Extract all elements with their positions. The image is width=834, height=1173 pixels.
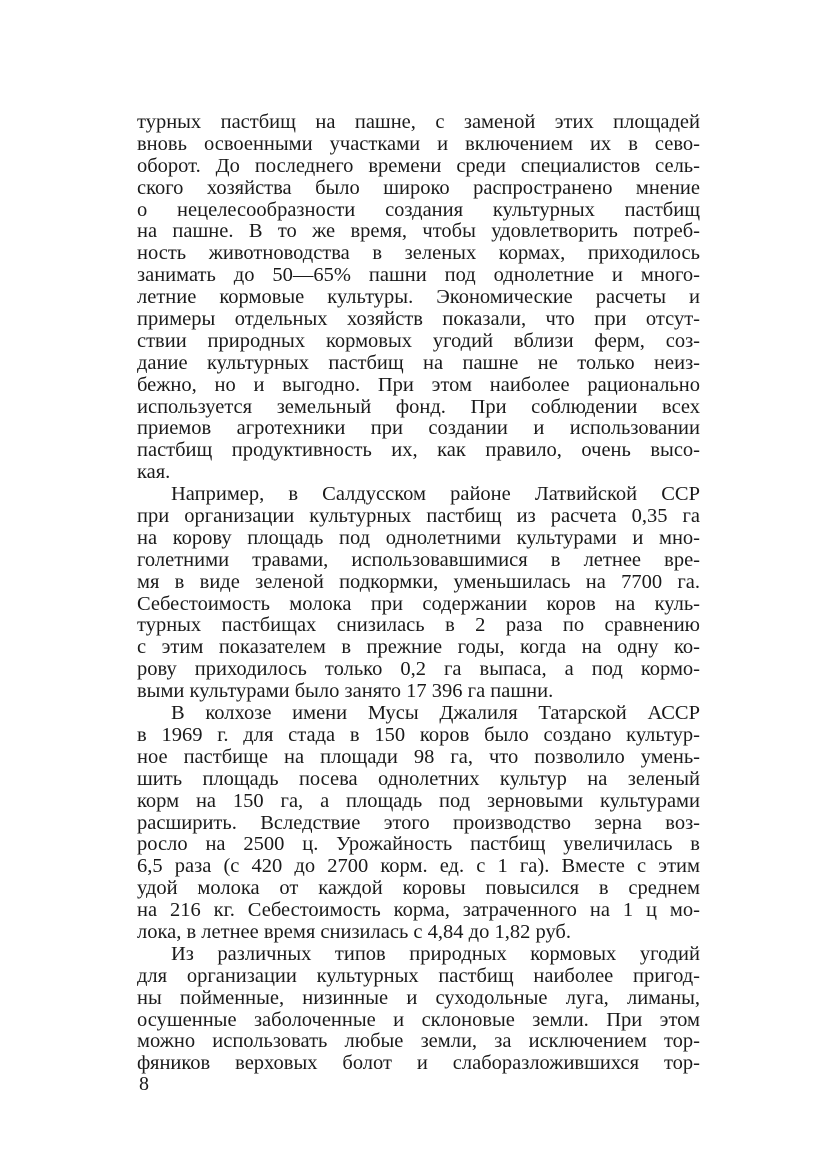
text-line: Себестоимость молока при содержании коров на куль- xyxy=(137,592,700,615)
text-line: на 216 кг. Себестоимость корма, затраченного на 1 ц мо- xyxy=(137,899,700,922)
text-line: удой молока от каждой коровы повысился в среднем xyxy=(137,877,700,900)
text-line: примеры отдельных хозяйств показали, что при отсут- xyxy=(137,308,700,331)
text-line: для организации культурных пастбищ наиболее пригод- xyxy=(137,964,700,987)
text-line: шить площадь посева однолетних культур на зеленый xyxy=(137,767,700,790)
text-line: выми культурами было занято 17 396 га пашни. xyxy=(137,680,554,703)
text-line: о нецелесообразности создания культурных пастбищ xyxy=(137,198,700,221)
text-line: ны пойменные, низинные и суходольные луга, лиманы, xyxy=(137,986,700,1009)
text-line: В колхозе имени Мусы Джалиля Татарской АССР xyxy=(171,702,700,725)
text-line: турных пастбищ на пашне, с заменой этих площадей xyxy=(137,111,700,133)
text-line: Из различных типов природных кормовых угодий xyxy=(171,942,700,965)
text-line: на корову площадь под однолетними культурами и мно- xyxy=(137,526,700,549)
text-line: в 1969 г. для стада в 150 коров было создано культур- xyxy=(137,723,700,746)
paragraph xyxy=(137,112,700,484)
paragraph xyxy=(137,484,700,703)
text-line: мя в виде зеленой подкормки, уменьшилась на 7700 га. xyxy=(137,570,700,593)
text-line: пастбищ продуктивность их, как правило, очень высо- xyxy=(137,439,700,462)
text-line: бежно, но и выгодно. При этом наиболее рационально xyxy=(137,373,700,396)
text-line: рову приходилось только 0,2 га выпаса, а под кормо- xyxy=(137,658,700,681)
paragraph xyxy=(137,944,700,1075)
text-line: занимать до 50—65% пашни под однолетние и много- xyxy=(137,264,700,287)
text-line: 6,5 раза (с 420 до 2700 корм. ед. с 1 га). Вместе с этим xyxy=(137,855,700,878)
text-line: используется земельный фонд. При соблюдении всех xyxy=(137,395,700,418)
text-line: кая. xyxy=(137,461,171,484)
body-text xyxy=(137,112,700,1075)
text-line: расширить. Вследствие этого производство зерна воз- xyxy=(137,811,700,834)
text-line: лока, в летнее время снизилась с 4,84 до 1,82 руб. xyxy=(137,920,571,943)
text-line: ского хозяйства было широко распространено мнение xyxy=(137,176,700,199)
text-line: корм на 150 га, а площадь под зерновыми культурами xyxy=(137,789,700,812)
text-line: вновь освоенными участками и включением их в сево- xyxy=(137,132,700,155)
page-number: 8 xyxy=(139,1073,149,1095)
text-line: осушенные заболоченные и склоновые земли. При этом xyxy=(137,1008,700,1031)
text-line: с этим показателем в прежние годы, когда на одну ко- xyxy=(137,636,700,659)
text-line: фяников верховых болот и слаборазложившихся тор- xyxy=(137,1052,700,1075)
text-line: ное пастбище на площади 98 га, что позволило умень- xyxy=(137,745,700,768)
text-line: дание культурных пастбищ на пашне не только неиз- xyxy=(137,351,700,374)
text-line: турных пастбищах снизилась в 2 раза по сравнению xyxy=(137,614,700,637)
text-line: Например, в Салдусском районе Латвийской ССР xyxy=(171,483,700,506)
text-line: на пашне. В то же время, чтобы удовлетворить потреб- xyxy=(137,220,700,243)
text-line: росло на 2500 ц. Урожайность пастбищ увеличилась в xyxy=(137,833,700,856)
text-line: летние кормовые культуры. Экономические расчеты и xyxy=(137,286,700,309)
text-line: приемов агротехники при создании и использовании xyxy=(137,417,700,440)
text-line: оборот. До последнего времени среди специалистов сель- xyxy=(137,154,700,177)
text-line: голетними травами, использовавшимися в летнее вре- xyxy=(137,548,700,571)
text-line: можно использовать любые земли, за исключением тор- xyxy=(137,1030,700,1053)
text-line: ствии природных кормовых угодий вблизи ферм, соз- xyxy=(137,329,700,352)
text-line: ность животноводства в зеленых кормах, приходилось xyxy=(137,242,700,265)
text-line: при организации культурных пастбищ из расчета 0,35 га xyxy=(137,505,700,528)
paragraph xyxy=(137,703,700,944)
